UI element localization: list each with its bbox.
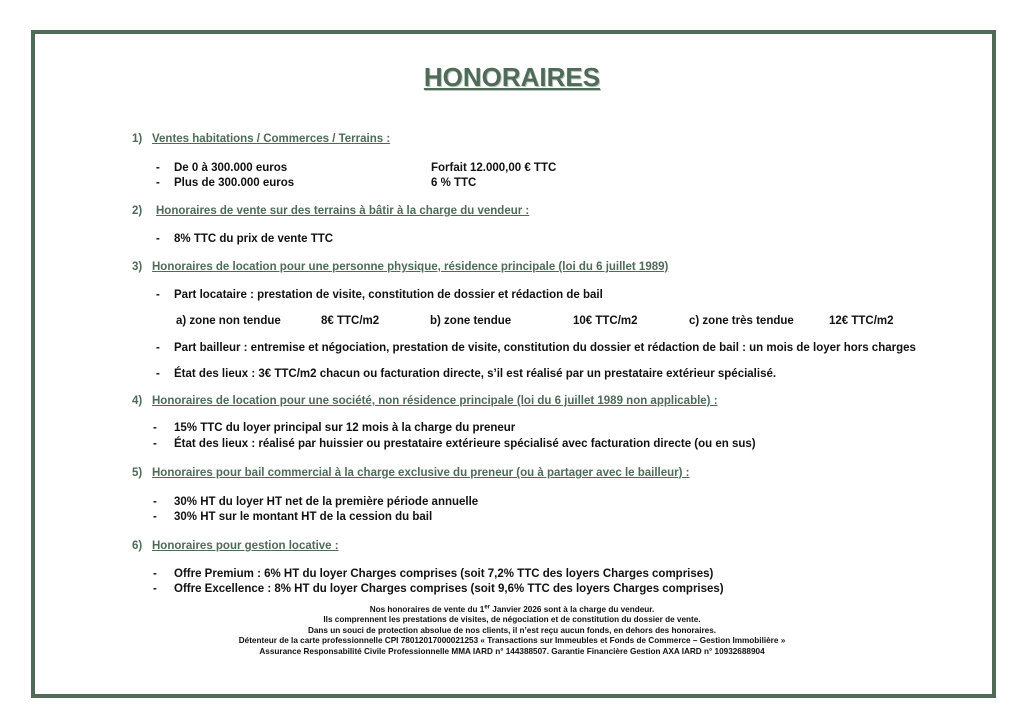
list-item: 15% TTC du loyer principal sur 12 mois à la charge du preneur bbox=[174, 422, 516, 434]
list-item: 30% HT sur le montant HT de la cession du bail bbox=[174, 511, 433, 523]
list-item: État des lieux : réalisé par huissier ou prestataire extérieure spécialisé avec facturation directe (ou en sus) bbox=[174, 438, 756, 450]
zone-value: 10€ TTC/m2 bbox=[573, 315, 638, 327]
footer-line: Ils comprennent les prestations de visites, de négociation et de constitution du dossier de vente. bbox=[323, 615, 701, 625]
bullet-dash: - bbox=[156, 289, 160, 301]
footer-line: Détenteur de la carte professionnelle CPI 7801201700002125​3 « Transactions sur Immeubles et Fonds de Commerce – Gestion Immobilière » bbox=[238, 636, 786, 646]
footer-notes bbox=[0, 605, 1024, 657]
bullet-dash: - bbox=[156, 368, 160, 380]
bullet-dash: - bbox=[156, 233, 160, 245]
section-2-title: Honoraires de vente sur des terrains à bâtir à la charge du vendeur : bbox=[156, 205, 530, 217]
sale-range-label: De 0 à 300.000 euros bbox=[174, 162, 288, 174]
list-item: Offre Excellence : 8% HT du loyer Charges comprises (soit 9,6% TTC des loyers Charges comprises) bbox=[174, 583, 724, 595]
bullet-dash: - bbox=[156, 162, 160, 174]
list-item: Part bailleur : entremise et négociation, prestation de visite, constitution du dossier et rédaction de bail : un mois de loyer hors charges bbox=[174, 342, 916, 354]
zone-value: 12€ TTC/m2 bbox=[829, 315, 894, 327]
footer-line: Nos honoraires de vente du 1er Janvier 2026 sont à la charge du vendeur. bbox=[369, 604, 655, 614]
bullet-dash: - bbox=[153, 438, 157, 450]
bullet-dash: - bbox=[153, 511, 157, 523]
footer-line: Assurance Responsabilité Civile Professionnelle MMA IARD n° 144388507. Garantie Financière Gestion AXA IARD n° 10932688904 bbox=[259, 646, 765, 656]
bullet-dash: - bbox=[153, 568, 157, 580]
zone-value: 8€ TTC/m2 bbox=[321, 315, 380, 327]
zone-label: b) zone tendue bbox=[430, 315, 512, 327]
bullet-dash: - bbox=[156, 177, 160, 189]
list-item: Part locataire : prestation de visite, constitution de dossier et rédaction de bail bbox=[174, 289, 603, 301]
section-4-number: 4) bbox=[132, 395, 143, 407]
section-1-title: Ventes habitations / Commerces / Terrains : bbox=[152, 133, 391, 145]
section-5-number: 5) bbox=[132, 467, 143, 479]
bullet-dash: - bbox=[156, 342, 160, 354]
bullet-dash: - bbox=[153, 422, 157, 434]
section-3-number: 3) bbox=[132, 261, 143, 273]
bullet-dash: - bbox=[153, 583, 157, 595]
section-6-number: 6) bbox=[132, 540, 143, 552]
bullet-dash: - bbox=[153, 496, 157, 508]
section-6-title: Honoraires pour gestion locative : bbox=[152, 540, 339, 552]
section-3-title: Honoraires de location pour une personne physique, résidence principale (loi du 6 juillet 1989) bbox=[152, 261, 669, 273]
zone-label: a) zone non tendue bbox=[176, 315, 281, 327]
section-1-number: 1) bbox=[132, 133, 143, 145]
page-title: HONORAIRES bbox=[423, 62, 601, 92]
list-item: 30% HT du loyer HT net de la première période annuelle bbox=[174, 496, 479, 508]
section-2-number: 2) bbox=[132, 205, 143, 217]
list-item: Offre Premium : 6% HT du loyer Charges comprises (soit 7,2% TTC des loyers Charges comprises) bbox=[174, 568, 714, 580]
sale-range-value: Forfait 12.000,00 € TTC bbox=[431, 162, 557, 174]
section-5-title: Honoraires pour bail commercial à la charge exclusive du preneur (ou à partager avec le bailleur) : bbox=[152, 467, 690, 479]
section-4-title: Honoraires de location pour une société, non résidence principale (loi du 6 juillet 1989 non applicable) : bbox=[152, 395, 718, 407]
zone-label: c) zone très tendue bbox=[689, 315, 794, 327]
sale-range-value: 6 % TTC bbox=[431, 177, 477, 189]
footer-line: Dans un souci de protection absolue de nos clients, il n’est reçu aucun fonds, en dehors des honoraires. bbox=[307, 625, 717, 635]
page-border bbox=[31, 30, 996, 698]
list-item: 8% TTC du prix de vente TTC bbox=[174, 233, 334, 245]
list-item: État des lieux : 3€ TTC/m2 chacun ou facturation directe, s’il est réalisé par un prestataire extérieur spécialisé. bbox=[174, 368, 777, 380]
sale-range-label: Plus de 300.000 euros bbox=[174, 177, 295, 189]
